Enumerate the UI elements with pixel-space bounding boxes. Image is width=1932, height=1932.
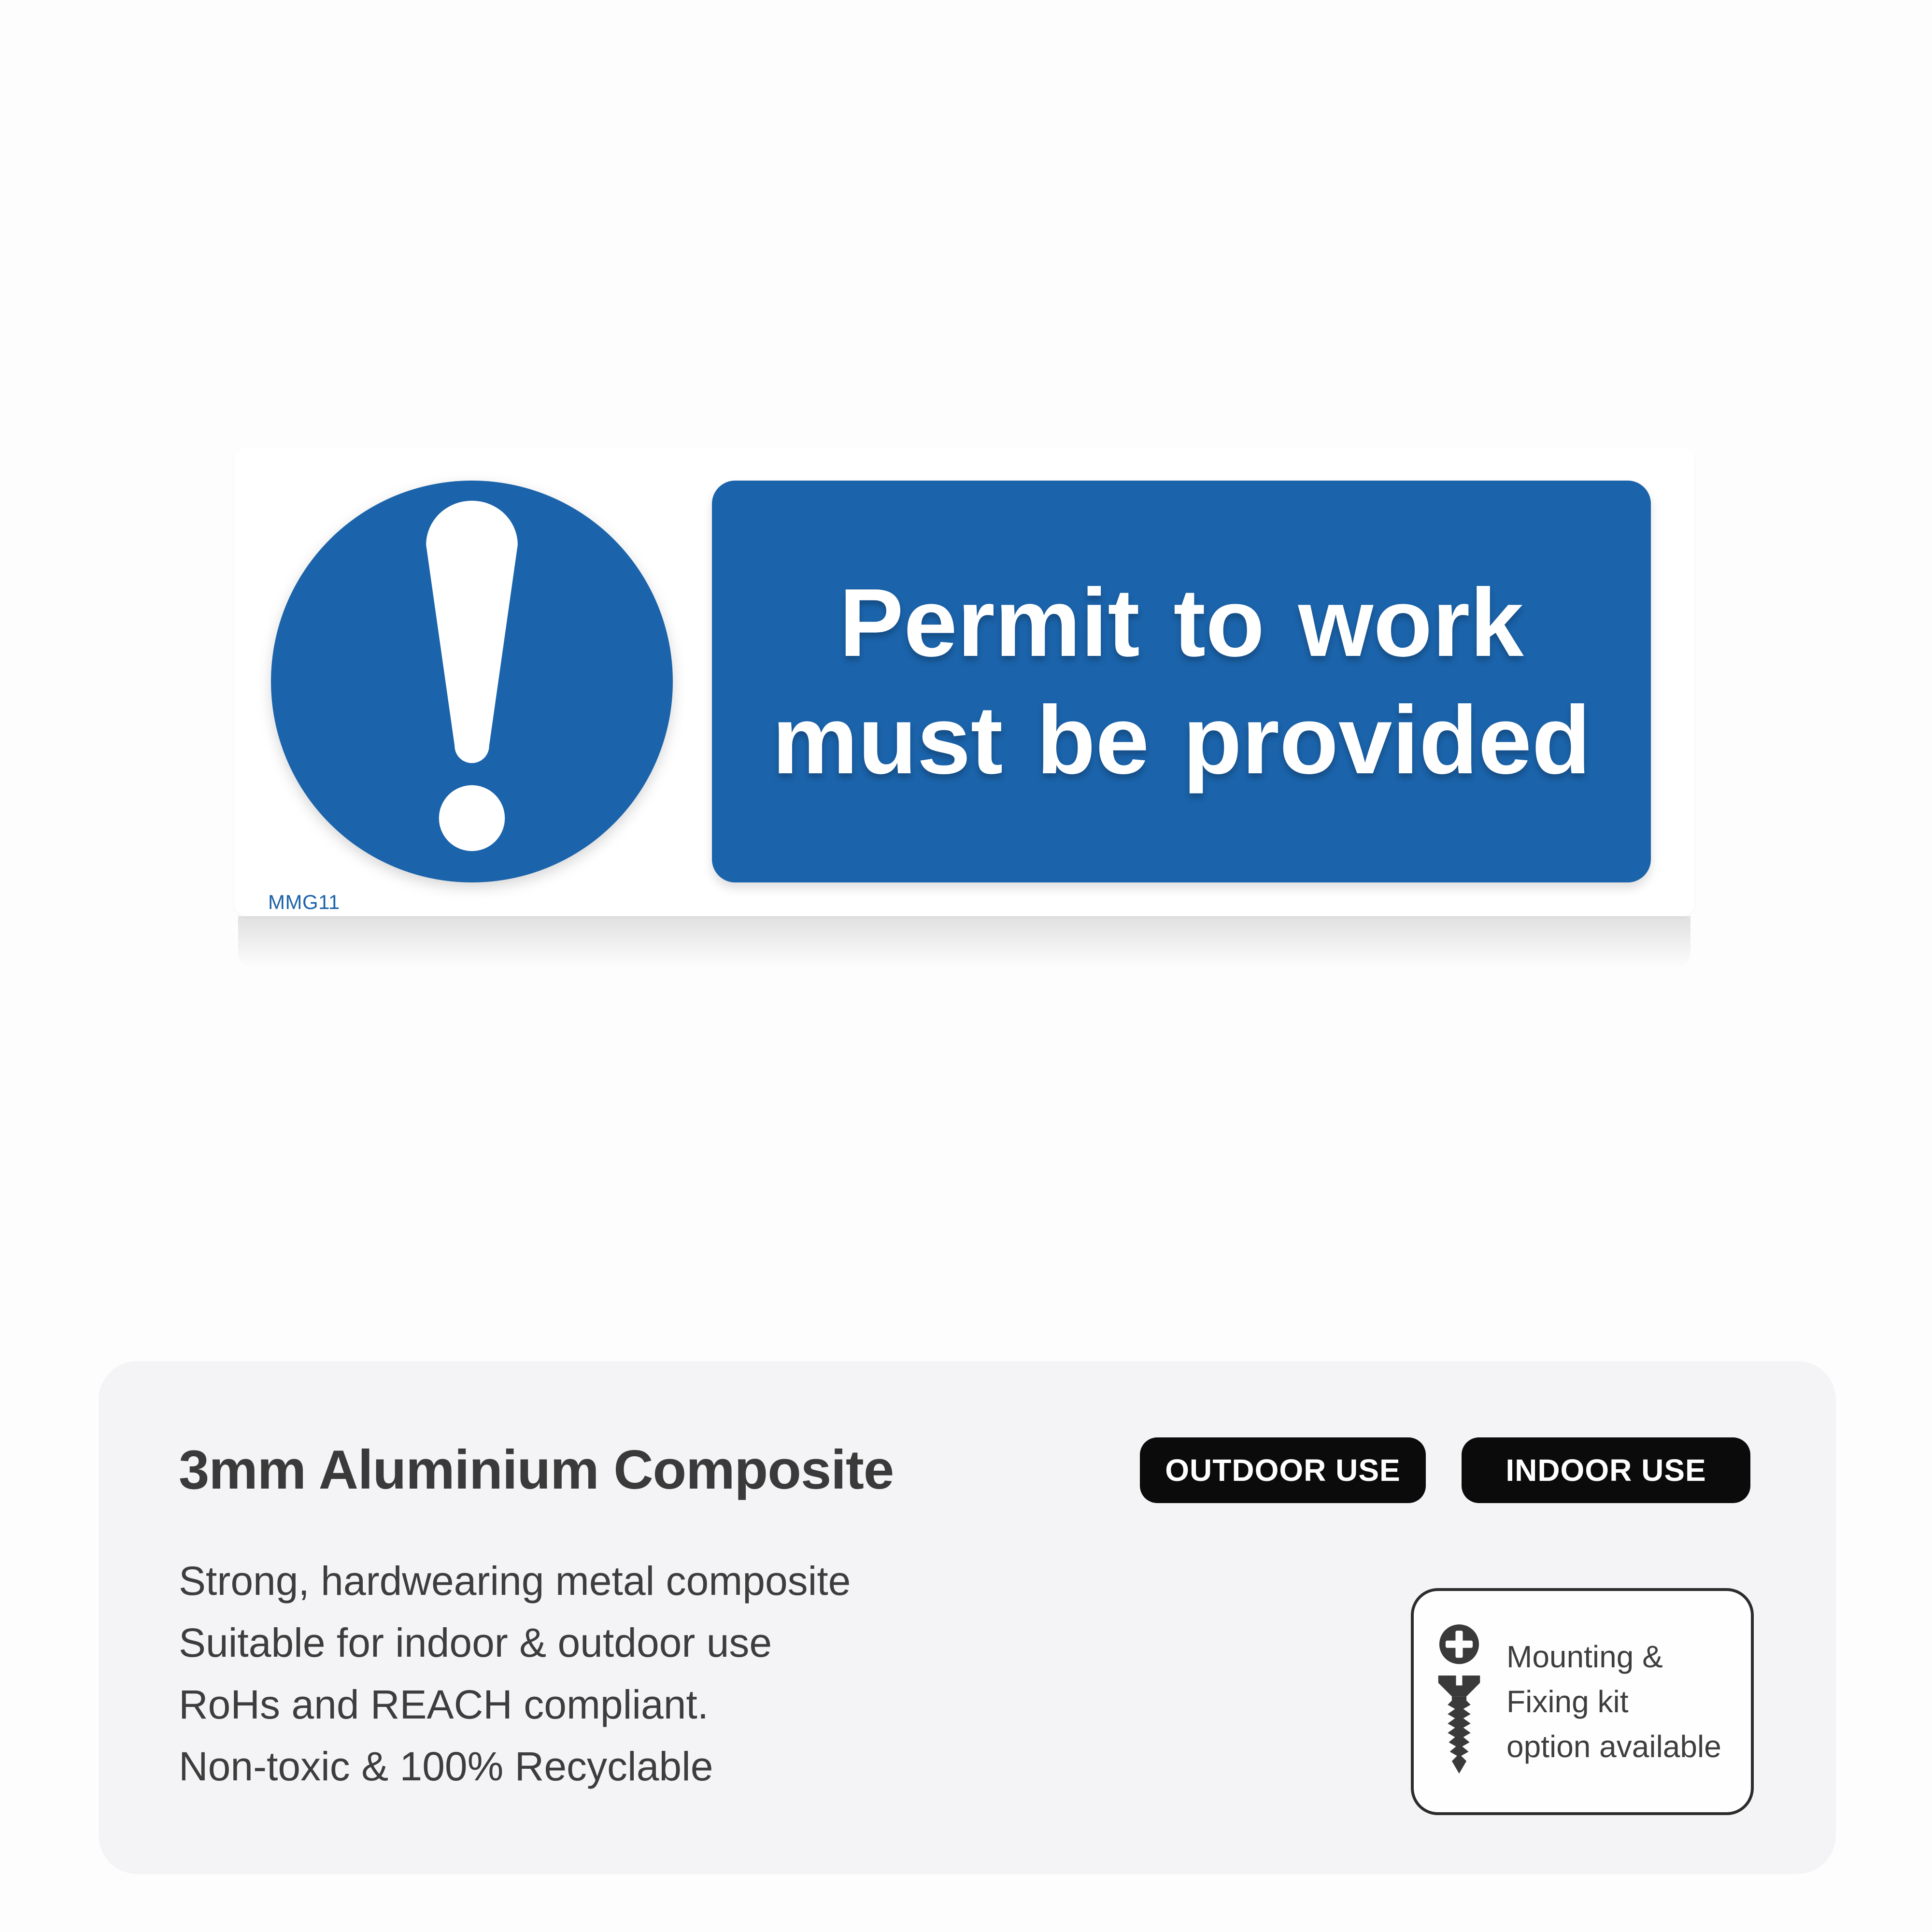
sign-message-line-2: must be provided	[772, 686, 1591, 794]
mandatory-exclamation-icon	[271, 481, 673, 882]
product-code: MMG11	[268, 891, 340, 913]
sign-message-line-1: Permit to work	[839, 569, 1524, 677]
outdoor-use-badge-label: OUTDOOR USE	[1165, 1453, 1401, 1488]
material-title: 3mm Aluminium Composite	[179, 1439, 894, 1501]
mounting-kit-line: Fixing kit	[1506, 1684, 1629, 1719]
feature-item: RoHs and REACH compliant.	[179, 1682, 709, 1727]
mounting-kit-line: option available	[1506, 1729, 1721, 1764]
feature-list	[179, 1550, 851, 1797]
sign-message-panel	[712, 481, 1651, 882]
feature-item: Suitable for indoor & outdoor use	[179, 1620, 772, 1665]
feature-item: Strong, hardwearing metal composite	[179, 1558, 851, 1604]
screw-icon	[1433, 1622, 1485, 1781]
indoor-use-badge-label: INDOOR USE	[1506, 1453, 1706, 1488]
outdoor-use-badge	[1140, 1437, 1426, 1503]
product-sign	[234, 447, 1694, 916]
feature-item: Non-toxic & 100% Recyclable	[179, 1744, 713, 1789]
mounting-kit-text	[1506, 1634, 1721, 1769]
mounting-kit-box	[1411, 1588, 1754, 1815]
indoor-use-badge	[1462, 1437, 1750, 1503]
product-info-card	[99, 1361, 1836, 1874]
mounting-kit-line: Mounting &	[1506, 1639, 1663, 1674]
